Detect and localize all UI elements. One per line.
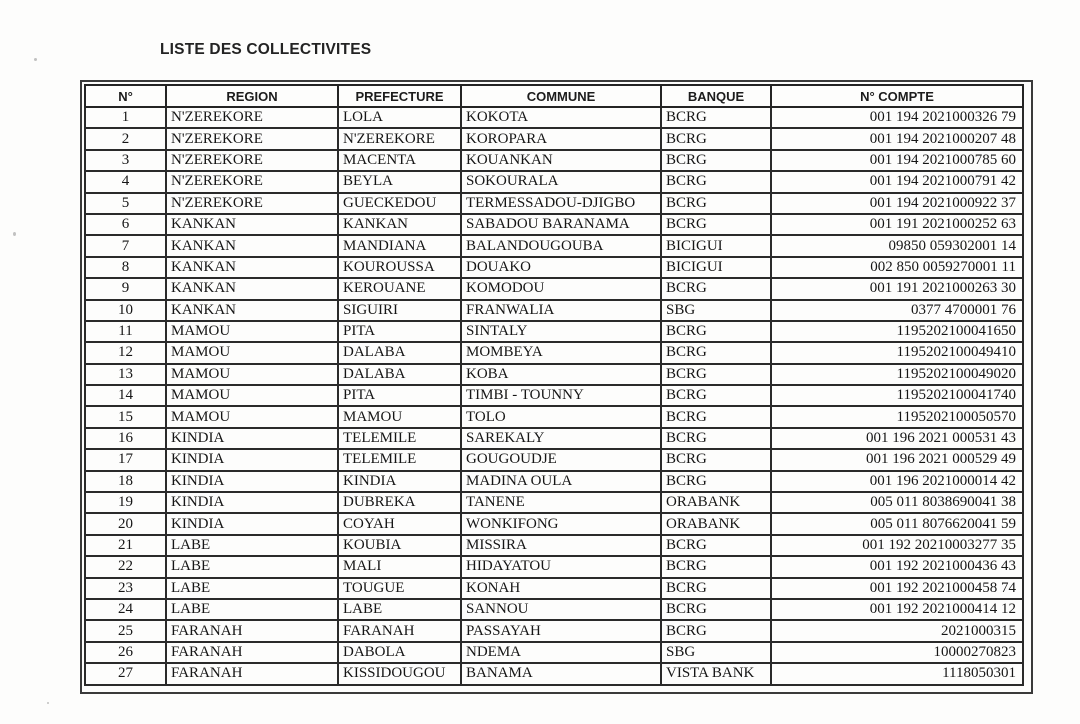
cell-commune: WONKIFONG (461, 513, 661, 534)
cell-prefecture: DALABA (338, 342, 461, 363)
cell-region: KINDIA (166, 513, 338, 534)
cell-banque: BCRG (661, 193, 771, 214)
column-header: COMMUNE (461, 85, 661, 107)
cell-commune: HIDAYATOU (461, 556, 661, 577)
cell-num: 1 (85, 107, 166, 128)
cell-num: 25 (85, 620, 166, 641)
cell-region: KANKAN (166, 278, 338, 299)
cell-region: FARANAH (166, 642, 338, 663)
cell-num: 7 (85, 235, 166, 256)
cell-region: N'ZEREKORE (166, 107, 338, 128)
cell-banque: BCRG (661, 578, 771, 599)
column-header: PREFECTURE (338, 85, 461, 107)
cell-num: 6 (85, 214, 166, 235)
cell-banque: BCRG (661, 128, 771, 149)
cell-num: 14 (85, 385, 166, 406)
cell-num: 4 (85, 171, 166, 192)
cell-region: LABE (166, 556, 338, 577)
cell-banque: BCRG (661, 535, 771, 556)
cell-prefecture: DUBREKA (338, 492, 461, 513)
table-row (85, 556, 1023, 577)
cell-region: KINDIA (166, 449, 338, 470)
cell-compte: 1195202100049020 (771, 364, 1023, 385)
cell-banque: BCRG (661, 364, 771, 385)
cell-commune: MADINA OULA (461, 471, 661, 492)
cell-commune: NDEMA (461, 642, 661, 663)
cell-compte: 002 850 0059270001 11 (771, 257, 1023, 278)
cell-banque: BCRG (661, 278, 771, 299)
cell-compte: 001 192 2021000436 43 (771, 556, 1023, 577)
cell-commune: KOROPARA (461, 128, 661, 149)
cell-prefecture: KISSIDOUGOU (338, 663, 461, 684)
cell-compte: 0377 4700001 76 (771, 300, 1023, 321)
cell-compte: 1195202100041650 (771, 321, 1023, 342)
cell-compte: 1195202100049410 (771, 342, 1023, 363)
cell-banque: BCRG (661, 620, 771, 641)
cell-region: N'ZEREKORE (166, 193, 338, 214)
cell-num: 22 (85, 556, 166, 577)
cell-compte: 09850 059302001 14 (771, 235, 1023, 256)
cell-prefecture: LABE (338, 599, 461, 620)
cell-banque: BCRG (661, 449, 771, 470)
table-row (85, 642, 1023, 663)
cell-banque: BCRG (661, 150, 771, 171)
cell-region: FARANAH (166, 620, 338, 641)
cell-compte: 001 194 2021000207 48 (771, 128, 1023, 149)
cell-commune: KOBA (461, 364, 661, 385)
cell-num: 19 (85, 492, 166, 513)
cell-banque: SBG (661, 642, 771, 663)
table-row (85, 278, 1023, 299)
cell-prefecture: TELEMILE (338, 428, 461, 449)
scan-speck (13, 232, 16, 236)
table-row (85, 150, 1023, 171)
cell-region: MAMOU (166, 321, 338, 342)
table-row (85, 535, 1023, 556)
cell-commune: BANAMA (461, 663, 661, 684)
cell-num: 24 (85, 599, 166, 620)
cell-region: KANKAN (166, 235, 338, 256)
table-row (85, 620, 1023, 641)
cell-banque: BCRG (661, 471, 771, 492)
cell-num: 11 (85, 321, 166, 342)
cell-banque: BCRG (661, 406, 771, 427)
cell-num: 12 (85, 342, 166, 363)
table-row (85, 257, 1023, 278)
cell-region: N'ZEREKORE (166, 171, 338, 192)
cell-commune: TANENE (461, 492, 661, 513)
cell-region: KANKAN (166, 214, 338, 235)
cell-num: 18 (85, 471, 166, 492)
cell-compte: 001 194 2021000785 60 (771, 150, 1023, 171)
cell-num: 5 (85, 193, 166, 214)
table-row (85, 385, 1023, 406)
cell-region: KINDIA (166, 471, 338, 492)
cell-region: KINDIA (166, 428, 338, 449)
cell-commune: TOLO (461, 406, 661, 427)
table-row (85, 406, 1023, 427)
cell-banque: SBG (661, 300, 771, 321)
cell-commune: SANNOU (461, 599, 661, 620)
table-row (85, 235, 1023, 256)
cell-num: 23 (85, 578, 166, 599)
cell-prefecture: DABOLA (338, 642, 461, 663)
cell-banque: BCRG (661, 599, 771, 620)
cell-prefecture: MACENTA (338, 150, 461, 171)
cell-prefecture: TOUGUE (338, 578, 461, 599)
cell-prefecture: MANDIANA (338, 235, 461, 256)
cell-num: 16 (85, 428, 166, 449)
cell-commune: KOMODOU (461, 278, 661, 299)
cell-region: KANKAN (166, 300, 338, 321)
cell-region: LABE (166, 599, 338, 620)
cell-banque: BCRG (661, 214, 771, 235)
cell-region: MAMOU (166, 342, 338, 363)
column-header: N° (85, 85, 166, 107)
cell-num: 15 (85, 406, 166, 427)
table-row (85, 342, 1023, 363)
cell-compte: 10000270823 (771, 642, 1023, 663)
cell-compte: 001 196 2021 000529 49 (771, 449, 1023, 470)
cell-num: 21 (85, 535, 166, 556)
cell-banque: BICIGUI (661, 235, 771, 256)
cell-num: 26 (85, 642, 166, 663)
cell-compte: 001 192 2021000414 12 (771, 599, 1023, 620)
table-row (85, 663, 1023, 684)
cell-num: 2 (85, 128, 166, 149)
cell-banque: ORABANK (661, 492, 771, 513)
collectivites-table (84, 84, 1024, 686)
cell-banque: ORABANK (661, 513, 771, 534)
cell-compte: 2021000315 (771, 620, 1023, 641)
table-row (85, 513, 1023, 534)
cell-prefecture: COYAH (338, 513, 461, 534)
cell-num: 8 (85, 257, 166, 278)
cell-region: MAMOU (166, 364, 338, 385)
cell-compte: 001 192 2021000458 74 (771, 578, 1023, 599)
cell-commune: TIMBI - TOUNNY (461, 385, 661, 406)
cell-commune: SABADOU BARANAMA (461, 214, 661, 235)
cell-compte: 005 011 8038690041 38 (771, 492, 1023, 513)
cell-commune: SINTALY (461, 321, 661, 342)
cell-prefecture: BEYLA (338, 171, 461, 192)
header-row (85, 85, 1023, 107)
cell-commune: TERMESSADOU-DJIGBO (461, 193, 661, 214)
cell-prefecture: PITA (338, 385, 461, 406)
cell-region: MAMOU (166, 385, 338, 406)
scan-speck (47, 702, 49, 704)
cell-commune: MOMBEYA (461, 342, 661, 363)
cell-banque: BCRG (661, 428, 771, 449)
cell-num: 3 (85, 150, 166, 171)
table-row (85, 471, 1023, 492)
cell-compte: 005 011 8076620041 59 (771, 513, 1023, 534)
cell-prefecture: MAMOU (338, 406, 461, 427)
cell-prefecture: KINDIA (338, 471, 461, 492)
cell-compte: 001 191 2021000263 30 (771, 278, 1023, 299)
column-header: REGION (166, 85, 338, 107)
cell-prefecture: GUECKEDOU (338, 193, 461, 214)
cell-banque: BCRG (661, 321, 771, 342)
cell-banque: BICIGUI (661, 257, 771, 278)
table-row (85, 578, 1023, 599)
cell-compte: 001 196 2021 000531 43 (771, 428, 1023, 449)
cell-num: 20 (85, 513, 166, 534)
cell-prefecture: MALI (338, 556, 461, 577)
cell-commune: KOUANKAN (461, 150, 661, 171)
cell-compte: 1195202100050570 (771, 406, 1023, 427)
cell-region: LABE (166, 535, 338, 556)
cell-prefecture: DALABA (338, 364, 461, 385)
cell-compte: 001 196 2021000014 42 (771, 471, 1023, 492)
table-row (85, 492, 1023, 513)
cell-commune: KONAH (461, 578, 661, 599)
cell-num: 9 (85, 278, 166, 299)
table-row (85, 428, 1023, 449)
cell-commune: GOUGOUDJE (461, 449, 661, 470)
table-body (85, 107, 1023, 685)
cell-compte: 1195202100041740 (771, 385, 1023, 406)
cell-num: 10 (85, 300, 166, 321)
cell-commune: PASSAYAH (461, 620, 661, 641)
table-row (85, 321, 1023, 342)
table-row (85, 599, 1023, 620)
scan-speck (34, 58, 37, 61)
cell-region: N'ZEREKORE (166, 150, 338, 171)
cell-prefecture: KANKAN (338, 214, 461, 235)
cell-compte: 001 194 2021000791 42 (771, 171, 1023, 192)
cell-region: KANKAN (166, 257, 338, 278)
cell-banque: BCRG (661, 385, 771, 406)
cell-commune: MISSIRA (461, 535, 661, 556)
cell-region: N'ZEREKORE (166, 128, 338, 149)
cell-region: FARANAH (166, 663, 338, 684)
table-row (85, 300, 1023, 321)
table-row (85, 214, 1023, 235)
cell-num: 17 (85, 449, 166, 470)
column-header: BANQUE (661, 85, 771, 107)
cell-prefecture: N'ZEREKORE (338, 128, 461, 149)
cell-banque: VISTA BANK (661, 663, 771, 684)
cell-commune: FRANWALIA (461, 300, 661, 321)
cell-prefecture: KOUBIA (338, 535, 461, 556)
table-row (85, 364, 1023, 385)
cell-prefecture: SIGUIRI (338, 300, 461, 321)
cell-prefecture: KEROUANE (338, 278, 461, 299)
cell-commune: DOUAKO (461, 257, 661, 278)
cell-region: MAMOU (166, 406, 338, 427)
cell-banque: BCRG (661, 556, 771, 577)
cell-commune: SOKOURALA (461, 171, 661, 192)
cell-banque: BCRG (661, 342, 771, 363)
cell-prefecture: LOLA (338, 107, 461, 128)
table-row (85, 107, 1023, 128)
cell-prefecture: KOUROUSSA (338, 257, 461, 278)
cell-commune: SAREKALY (461, 428, 661, 449)
cell-commune: BALANDOUGOUBA (461, 235, 661, 256)
page-title: LISTE DES COLLECTIVITES (160, 41, 372, 58)
cell-prefecture: PITA (338, 321, 461, 342)
cell-compte: 1118050301 (771, 663, 1023, 684)
table-row (85, 449, 1023, 470)
cell-region: LABE (166, 578, 338, 599)
table-row (85, 193, 1023, 214)
cell-compte: 001 192 20210003277 35 (771, 535, 1023, 556)
cell-prefecture: TELEMILE (338, 449, 461, 470)
cell-banque: BCRG (661, 107, 771, 128)
cell-compte: 001 194 2021000326 79 (771, 107, 1023, 128)
cell-region: KINDIA (166, 492, 338, 513)
cell-compte: 001 194 2021000922 37 (771, 193, 1023, 214)
cell-compte: 001 191 2021000252 63 (771, 214, 1023, 235)
cell-num: 27 (85, 663, 166, 684)
column-header: N° COMPTE (771, 85, 1023, 107)
table-row (85, 171, 1023, 192)
cell-banque: BCRG (661, 171, 771, 192)
table-row (85, 128, 1023, 149)
cell-prefecture: FARANAH (338, 620, 461, 641)
cell-num: 13 (85, 364, 166, 385)
cell-commune: KOKOTA (461, 107, 661, 128)
